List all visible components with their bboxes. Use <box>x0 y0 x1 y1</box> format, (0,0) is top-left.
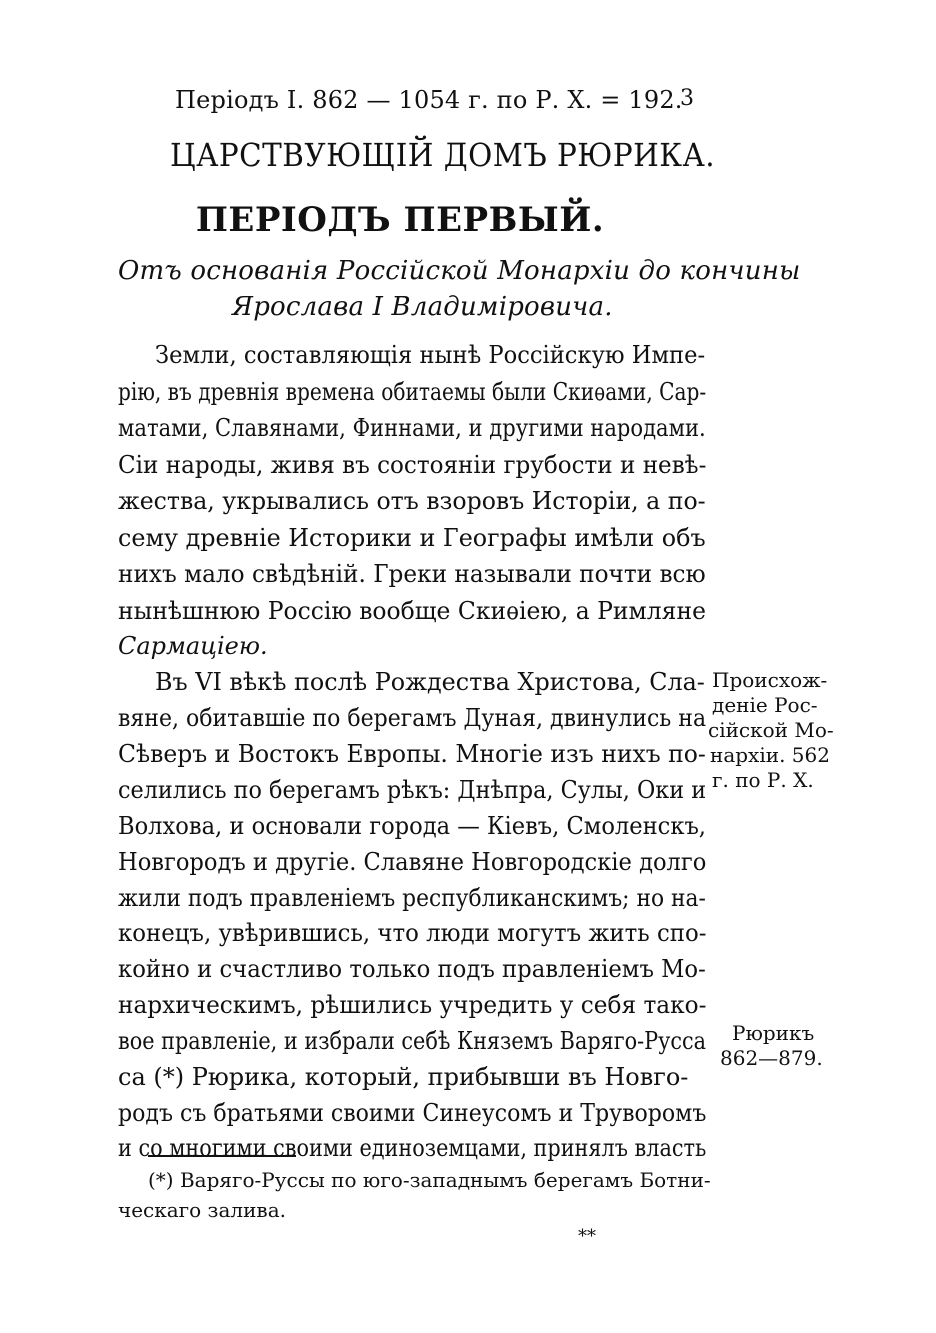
body-line: рію, въ древнія времена обитаемы были Скиѳами, Сар- <box>118 378 707 406</box>
body-line: нихъ мало свѣдѣній. Греки называли почти всю <box>118 560 706 588</box>
dynasty-title: ЦАРСТВУЮЩІЙ ДОМЪ РЮРИКА. <box>170 136 716 174</box>
body-line: Земли, составляющія нынѣ Россійскую Импе- <box>155 341 706 369</box>
margin-line: Происхож- <box>712 668 828 692</box>
body-line: нархическимъ, рѣшились учредить у себя тако- <box>118 991 707 1019</box>
margin-line: 862—879. <box>720 1046 823 1070</box>
body-line: селились по берегамъ рѣкъ: Днѣпра, Сулы, Оки и <box>118 776 707 804</box>
footnote-line: ческаго залива. <box>118 1198 286 1222</box>
margin-line: г. по Р. Х. <box>712 768 814 792</box>
subtitle-line-2: Ярослава I Владиміровича. <box>232 292 613 322</box>
body-line: Волхова, и основали города — Кіевъ, Смоленскъ, <box>118 812 706 840</box>
body-line: родъ съ братьями своими Синеусомъ и Труворомъ <box>118 1099 707 1127</box>
body-line: Новгородъ и другіе. Славяне Новгородскіе долго <box>118 848 707 876</box>
body-line: и со многими своими единоземцами, принялъ власть <box>118 1134 707 1162</box>
body-line: Сармаціею. <box>118 632 268 660</box>
margin-line: сійской Мо- <box>708 718 834 742</box>
margin-line: нархіи. 562 <box>710 743 830 767</box>
running-head: Періодъ I. 862 — 1054 г. по Р. Х. = 192. <box>175 86 683 114</box>
body-line: жества, укрывались отъ взоровъ Исторіи, а по- <box>118 487 706 515</box>
body-line: нынѣшнюю Россію вообще Скиѳіею, а Римляне <box>118 597 706 625</box>
margin-line: деніе Рос- <box>712 693 818 717</box>
chapter-title: ПЕРІОДЪ ПЕРВЫЙ. <box>195 200 605 240</box>
body-line: Сѣверъ и Востокъ Европы. Многіе изъ нихъ по- <box>118 740 706 768</box>
body-line: сему древніе Историки и Географы имѣли объ <box>118 524 706 552</box>
body-line: жили подъ правленіемъ республиканскимъ; но на- <box>118 884 706 912</box>
body-line: Сіи народы, живя въ состояніи грубости и невѣ- <box>118 451 707 479</box>
footnote-line: (*) Варяго-Руссы по юго-западнымъ берегамъ Ботни- <box>148 1168 711 1192</box>
body-line: матами, Славянами, Финнами, и другими народами. <box>118 414 706 442</box>
body-line: вяне, обитавшіе по берегамъ Дуная, двинулись на <box>118 704 707 732</box>
body-line: са (*) Рюрика, который, прибывши въ Новго- <box>118 1063 689 1091</box>
subtitle-line-1: Отъ основанія Россійской Монархіи до кончины <box>118 256 801 286</box>
footnote-rule <box>148 1155 296 1157</box>
body-line: Въ VI вѣкѣ послѣ Рождества Христова, Сла- <box>155 668 705 696</box>
body-line: конецъ, увѣрившись, что люди могутъ жить спо- <box>118 919 707 947</box>
page-number: 3 <box>680 86 694 111</box>
signature-mark: ** <box>578 1226 596 1247</box>
margin-line: Рюрикъ <box>732 1021 815 1045</box>
body-line: койно и счастливо только подъ правленіемъ Мо- <box>118 955 706 983</box>
body-line: вое правленіе, и избрали себѣ Княземъ Варяго-Русса <box>118 1027 707 1055</box>
